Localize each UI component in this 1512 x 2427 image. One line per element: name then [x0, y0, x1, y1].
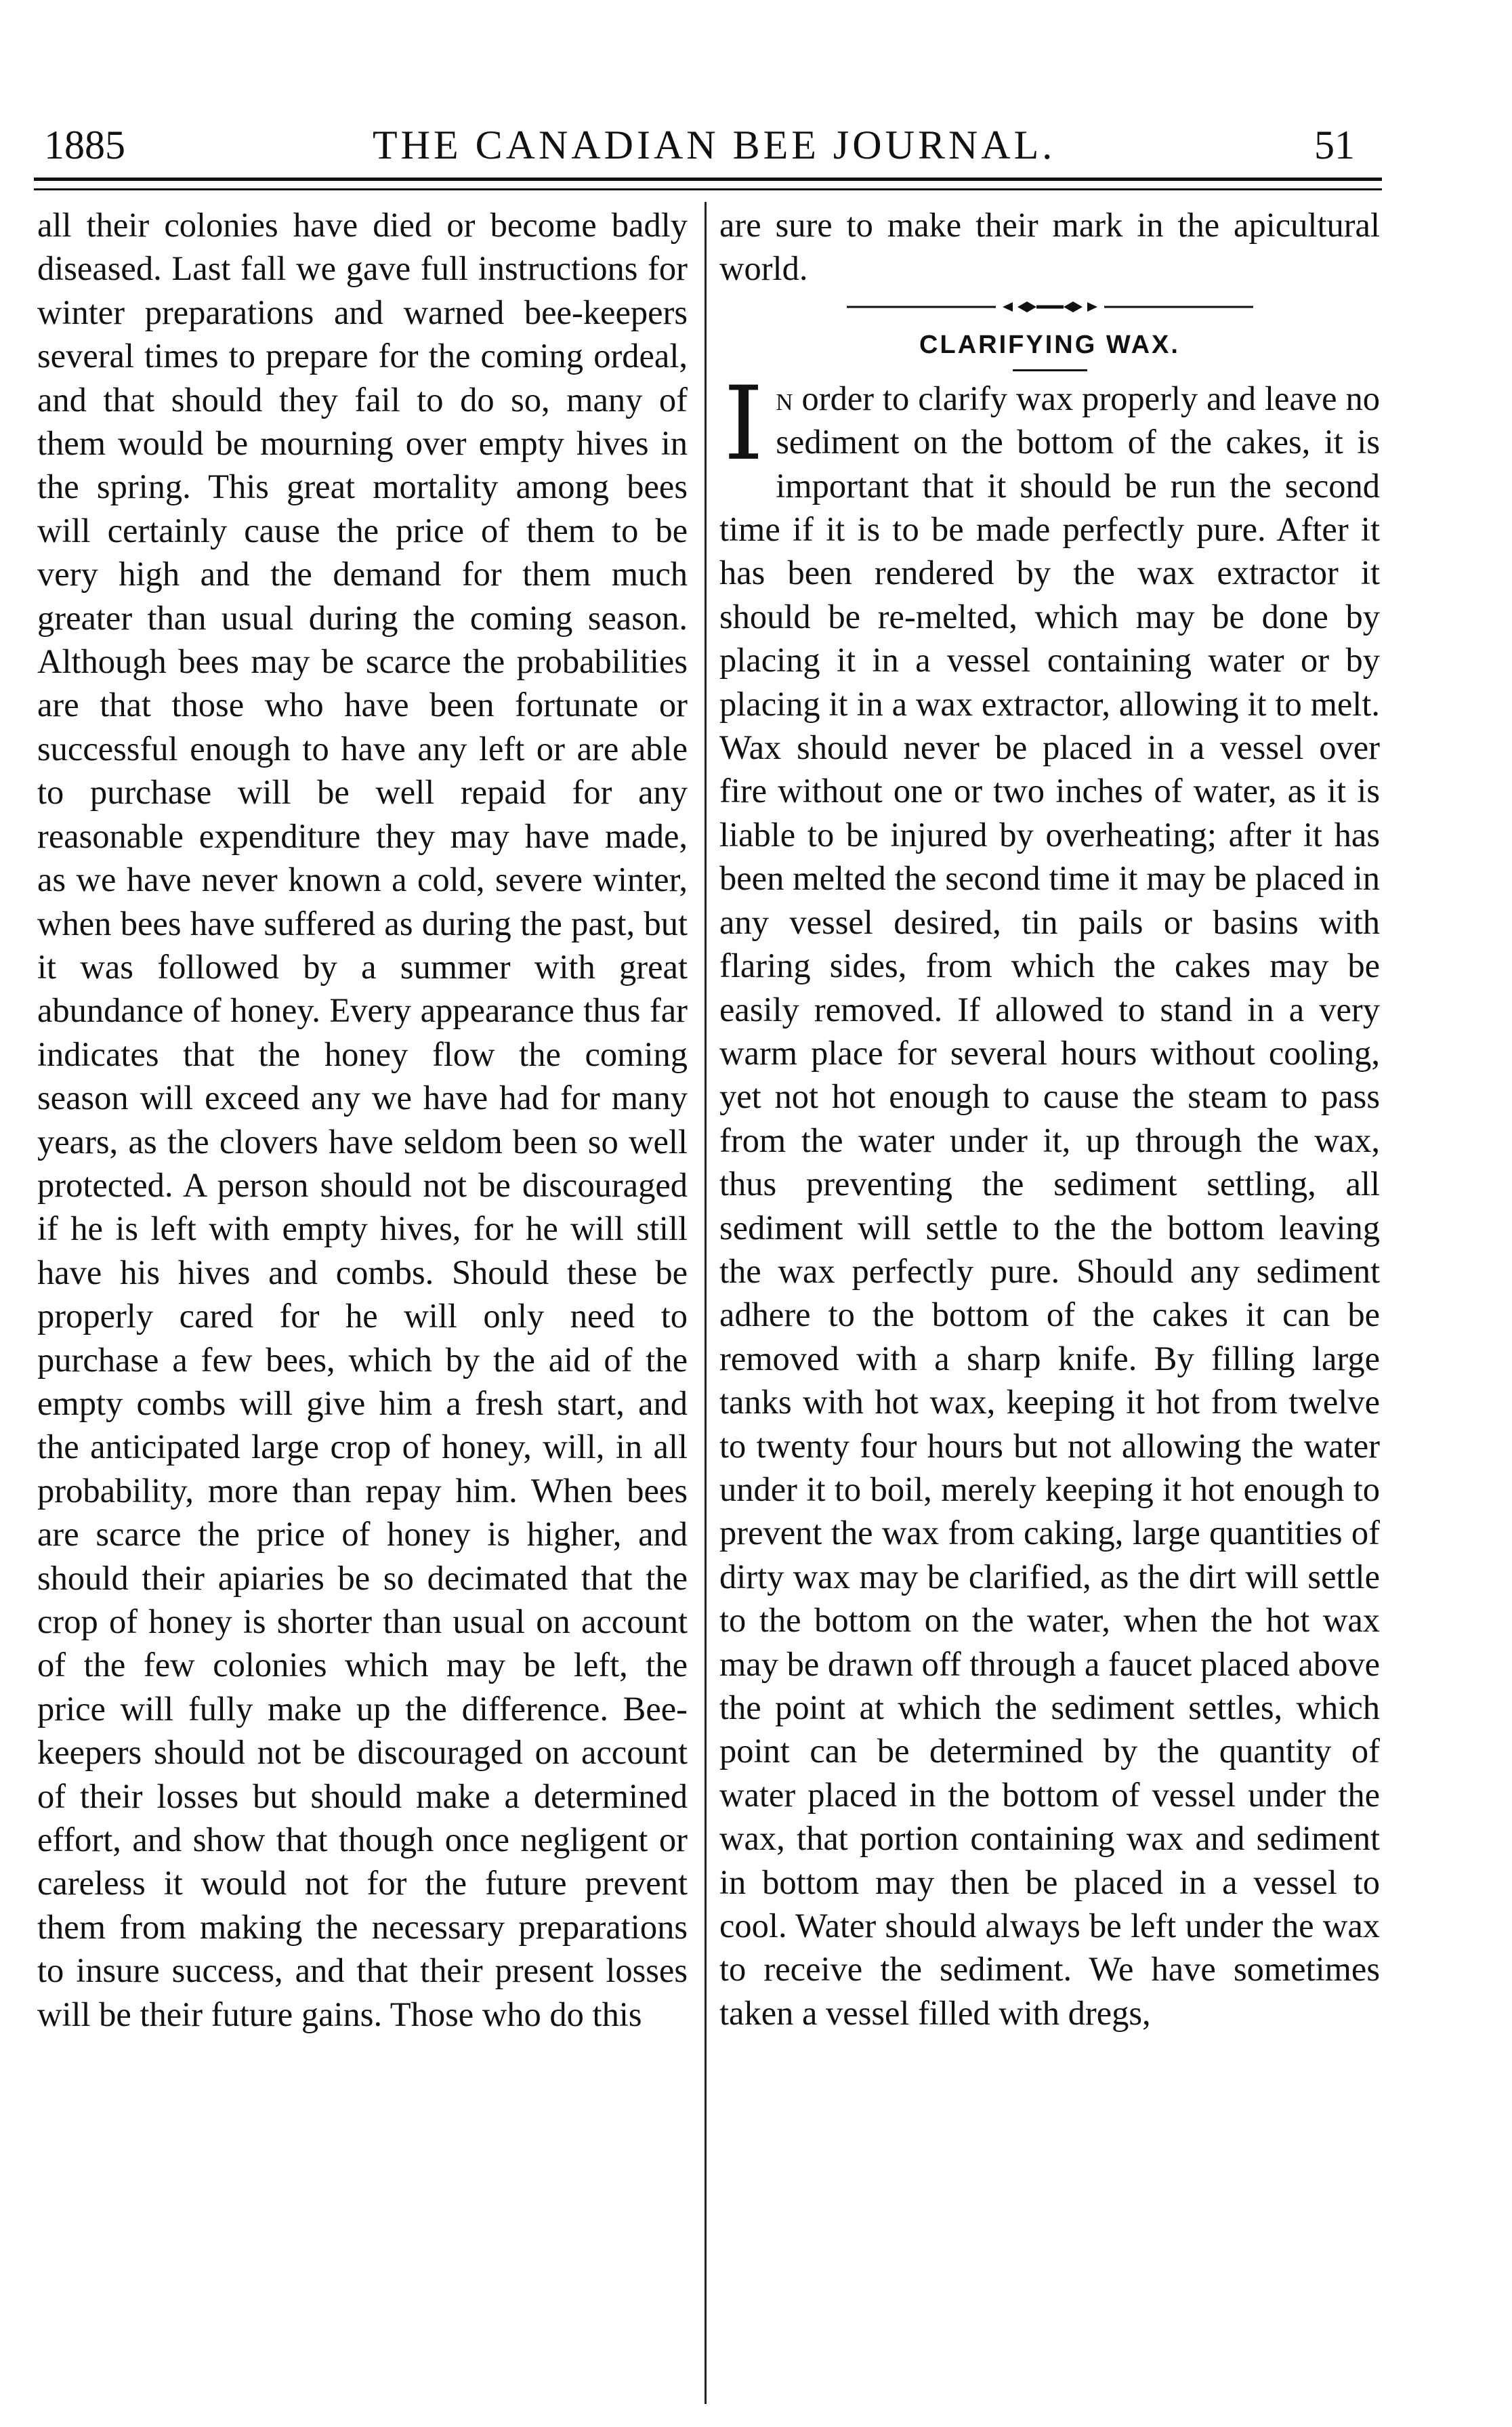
- lead-in-word: n: [776, 379, 802, 417]
- ornamental-divider: [719, 292, 1380, 322]
- header-rule-thin: [34, 188, 1382, 190]
- page-header: [34, 122, 1375, 183]
- left-column-text: all their colonies have died or become badly diseased. Last fall we gave full instructions for winter preparations and warned bee-keepers several times to prepare for the coming ordeal, and that should they fail to do so, many of them would be mourning over empty hives in the spring. This great mortality among bees will certainly cause the price of them to be very high and the demand for them much greater than usual during the coming season. Although bees may be scarce the probabilities are that those who have been fortunate or successful enough to have any left or are able to purchase will be well repaid for any reasonable expenditure they may have made, as we have never known a cold, severe winter, when bees have suffered as during the past, but it was followed by a summer with great abundance of honey. Every appearance thus far indicates that the honey flow the coming season will exceed any we have had for many years, as the clovers have seldom been so well protected. A person should not be discouraged if he is left with empty hives, for he will still have his hives and combs. Should these be properly cared for he will only need to purchase a few bees, which by the aid of the empty combs will give him a fresh start, and the anticipated large crop of honey, will, in all probability, more than repay him. When bees are scarce the price of honey is higher, and should their apiaries be so decimated that the crop of honey is shorter than usual on account of the few colonies which may be left, the price will fully make up the difference. Bee-keepers should not be discouraged on account of their losses but should make a determined effort, and show that though once negligent or careless it would not for the future prevent them from making the necessary preparations to insure success, and that their present losses will be their future gains. Those who do this: [37, 206, 688, 2033]
- header-rule-thick: [34, 178, 1382, 181]
- drop-cap: I: [723, 365, 764, 483]
- title-underline: [1013, 369, 1087, 371]
- section-title: CLARIFYING WAX.: [919, 330, 1180, 359]
- clarifying-wax-paragraph: [719, 365, 1380, 2035]
- journal-title: THE CANADIAN BEE JOURNAL.: [373, 123, 1056, 167]
- column-divider: [705, 202, 707, 2404]
- right-column: [719, 203, 1380, 2035]
- left-column: [37, 203, 688, 2036]
- ornament-rule-icon: [840, 297, 1260, 317]
- continuation-text: are sure to make their mark in the apicultural world.: [719, 206, 1380, 288]
- article-body: order to clarify wax properly and leave no sediment on the bottom of the cakes, it is important that it should be run the second time if it is to be made perfectly pure. After it has been rendered by the wax extractor it should be re-melted, which may be done by placing it in a vessel containing water or by placing it in a wax extractor, allowing it to melt. Wax should never be placed in a vessel over fire without one or two inches of water, as it is liable to be injured by overheating; after it has been melted the second time it may be placed in any vessel desired, tin pails or basins with flaring sides, from which the cakes may be easily removed. If allowed to stand in a very warm place for several hours without cooling, yet not hot enough to cause the steam to pass from the water under it, up through the wax, thus preventing the sediment settling, all sediment will settle to the the bottom leaving the wax perfectly pure. Should any sediment adhere to the bottom of the cakes it can be removed with a sharp knife. By filling large tanks with hot wax, keeping it hot from twelve to twenty four hours but not allowing the water under it to boil, merely keeping it hot enough to prevent the wax from caking, large quantities of dirty wax may be clarified, as the dirt will settle to the bottom on the water, when the hot wax may be drawn off through a faucet placed above the point at which the sediment settles, which point can be determined by the quantity of water placed in the bottom of vessel under the wax, that portion containing wax and sediment in bottom may then be placed in a vessel to cool. Water should always be left under the wax to receive the sediment. We have sometimes taken a vessel filled with dregs,: [719, 379, 1380, 2032]
- header-year: 1885: [44, 123, 125, 167]
- page-number: 51: [1314, 123, 1355, 167]
